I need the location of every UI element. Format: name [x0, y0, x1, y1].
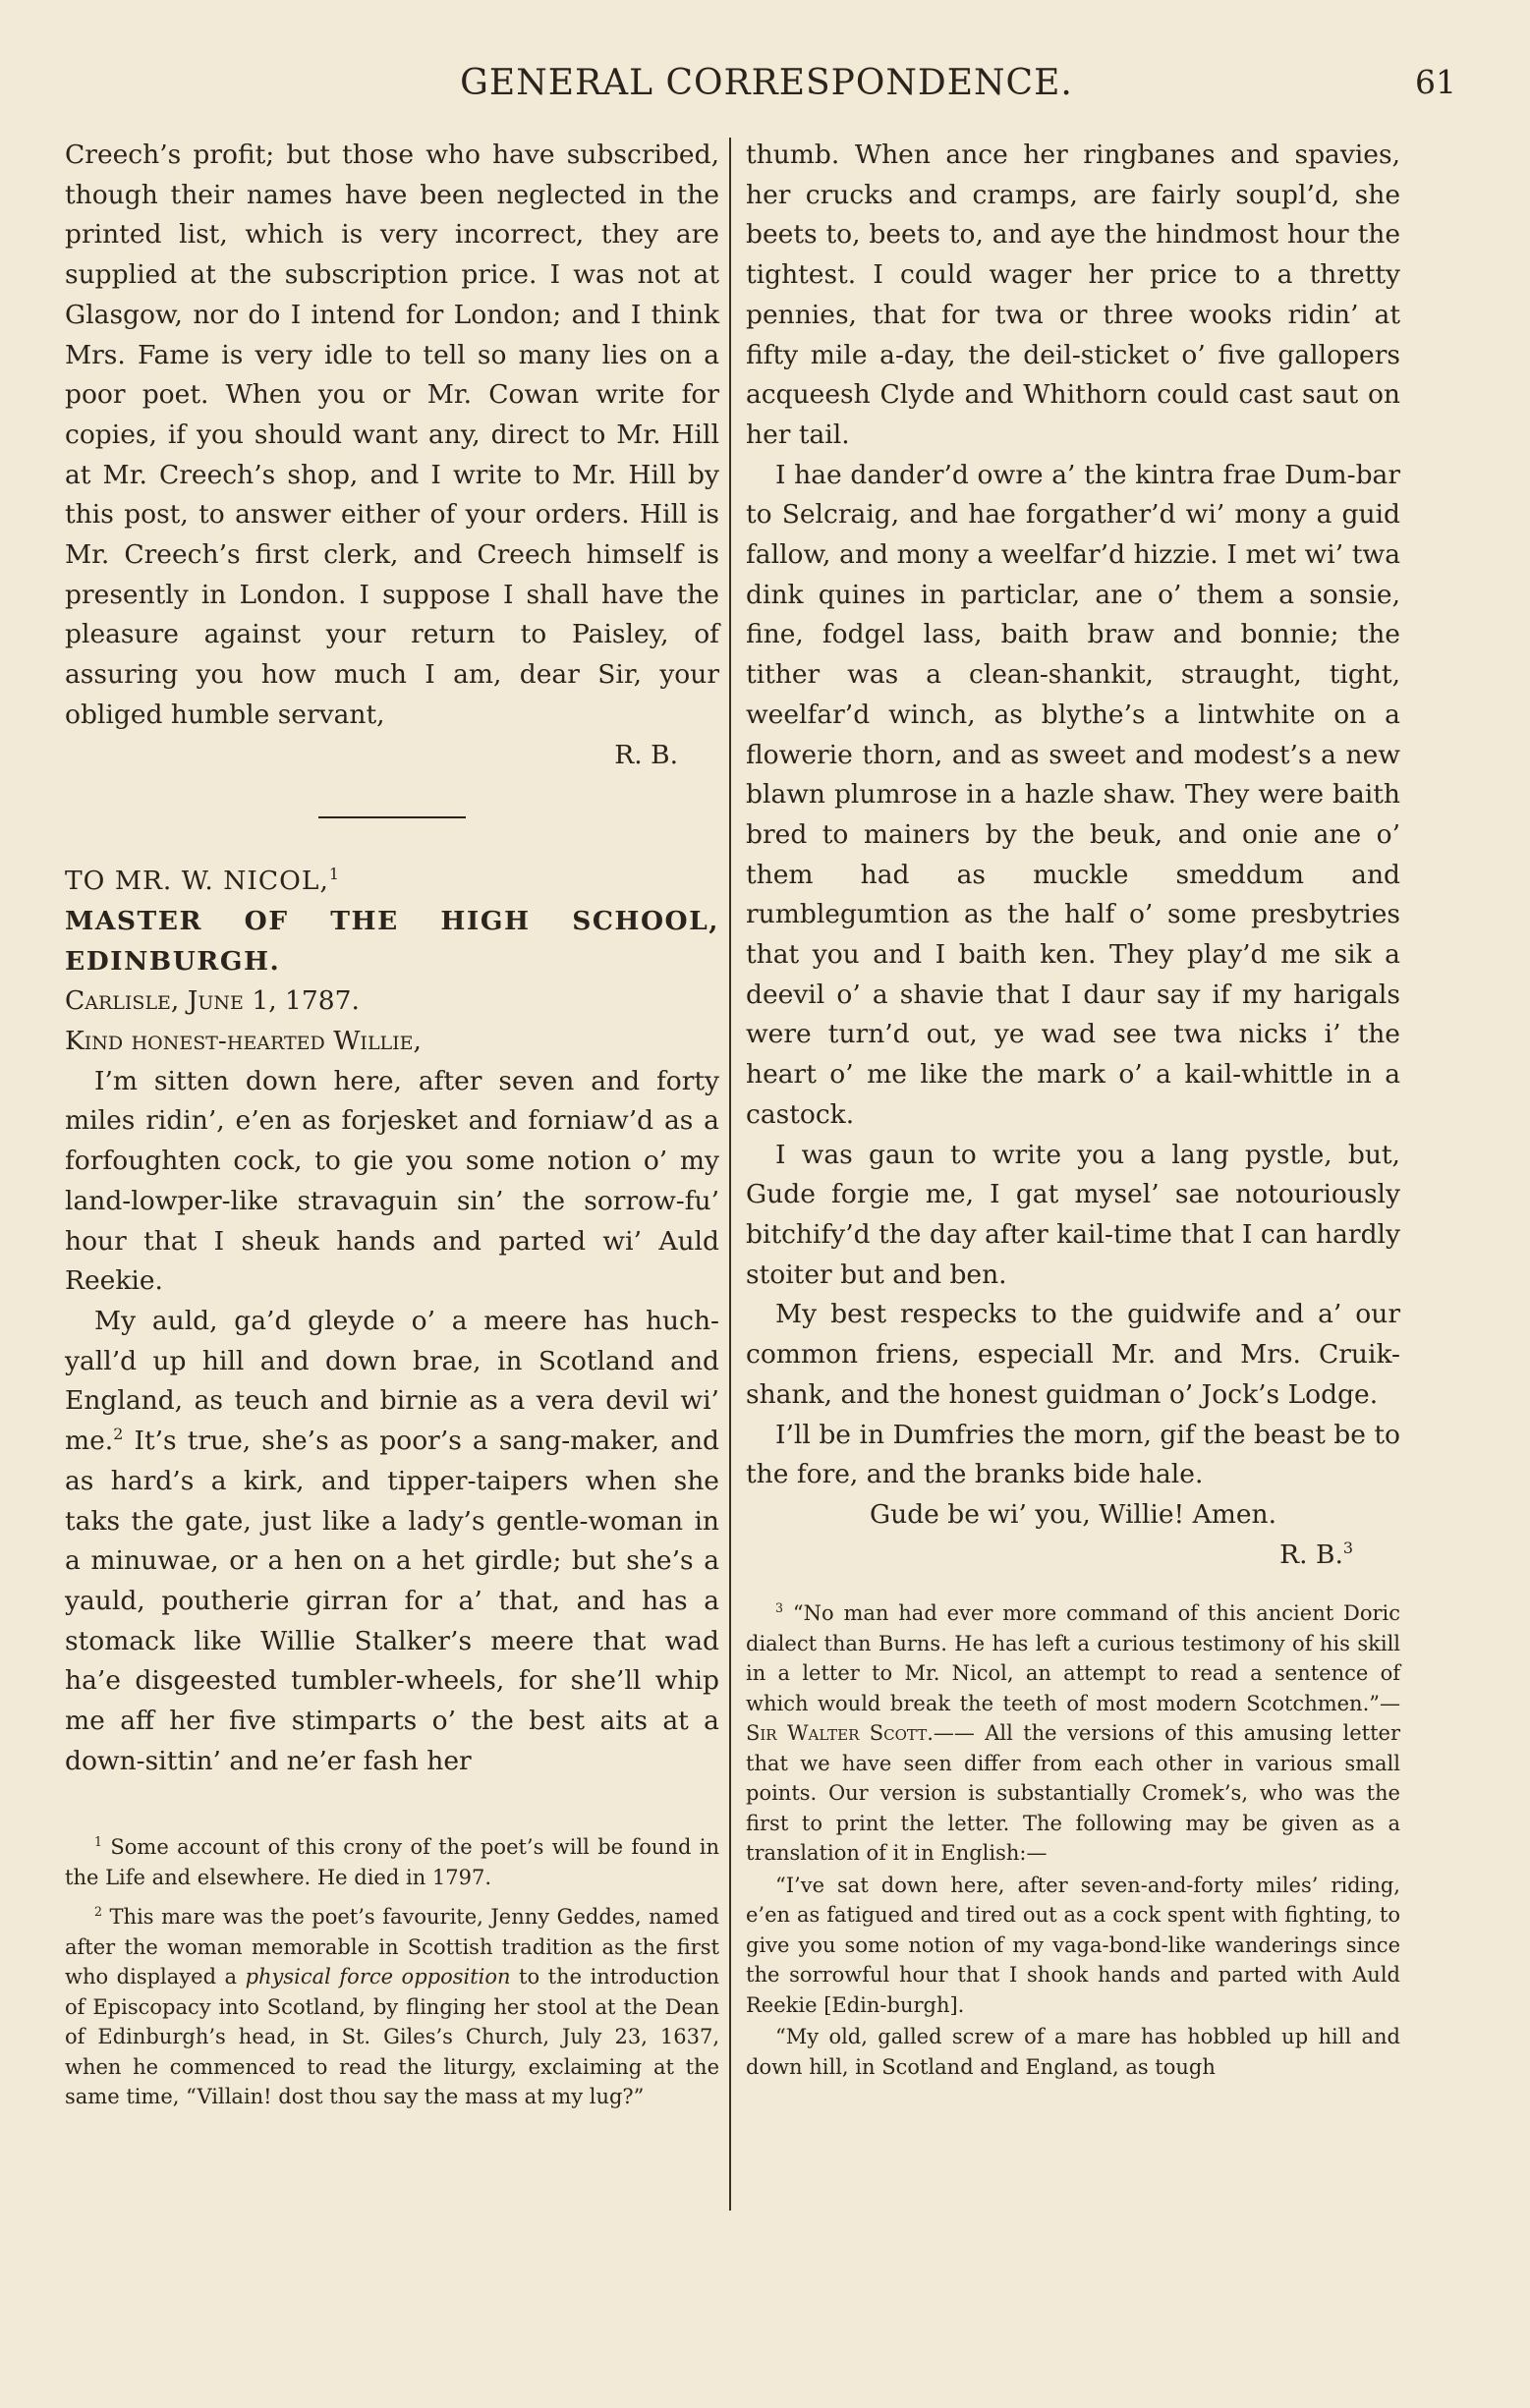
footnote-text: This mare was the poet’s favourite, Jenny Geddes, named after the woman memorable in Scottish tradition as the first who displayed a [65, 1905, 719, 1989]
footnote-italic: physical force opposition [245, 1965, 511, 1989]
letter-paragraph: thumb. When ance her ringbanes and spavies, her crucks and cramps, are fairly soupl’d, she beets to, beets to, and aye the hindmost hour the tightest. I could wager her price to a thretty pennies, that for twa or three wooks ridin’ at fifty mile a-day, the deil-sticket o’ five gallopers acqueesh Clyde and Whithorn could cast saut on her tail. [746, 140, 1400, 450]
page-number: 61 [1415, 63, 1456, 101]
letter-paragraph-text: My auld, ga’d gleyde o’ a meere has huch-yall’d up hill and down brae, in Scotland and England, as teuch and birnie as a vera devil wi’ me. [65, 1305, 719, 1457]
running-title: GENERAL CORRESPONDENCE. [460, 63, 1073, 103]
letter-paragraph: My best respecks to the guidwife and a’ our common friens, especiall Mr. and Mrs. Cruik-shank, and the honest guidman o’ Jock’s Lodge. [746, 1299, 1400, 1410]
letter-paragraph: I was gaun to write you a lang pystle, but, Gude forgie me, I gat mysel’ sae notouriously bitchify’d the day after kail-time that I can hardly stoiter but and ben. [746, 1139, 1400, 1290]
letter-subtitle: MASTER OF THE HIGH SCHOOL, EDINBURGH. [65, 905, 719, 977]
letter-title [65, 862, 719, 902]
footnote-mark: 1 [94, 1834, 103, 1850]
letter-paragraph: I’ll be in Dumfries the morn, gif the beast be to the fore, and the branks bide hale. [746, 1419, 1400, 1490]
column-divider [729, 138, 731, 2211]
letter-signature [746, 1536, 1400, 1576]
letter-paragraph: I’m sitten down here, after seven and forty miles ridin’, e’en as forjesket and forniaw’d as a forfoughten cock, to gie you some notion o’ my land-lowper-like stravaguin sin’ the sorrow-fu’ hour that I sheuk hands and parted wi’ Auld Reekie. [65, 1065, 719, 1297]
footnote-author: Sir Walter Scott. [746, 1721, 934, 1746]
page-header [59, 63, 1474, 116]
letter-closing: Gude be wi’ you, Willie! Amen. [869, 1498, 1277, 1530]
footnote-3 [746, 1598, 1400, 2082]
footnote-text: “No man had ever more command of this ancient Doric dialect than Burns. He has left a curious testimony of his skill in a letter to Mr. Nicol, an attempt to read a sentence of which would break the teeth of most modern Scotchmen.”— [746, 1601, 1400, 1715]
footnote-ref-3: 3 [1342, 1538, 1353, 1557]
footnote-2 [65, 1902, 719, 2112]
letter-dateline: Carlisle, June 1, 1787. [65, 985, 360, 1017]
letter-salutation: Kind honest-hearted Willie, [65, 1026, 422, 1057]
footnote-3-quote [746, 1598, 1400, 1869]
footnote-mark: 3 [775, 1600, 784, 1616]
footnote-text: to the introduction of Episcopacy into Scotland, by flinging her stool at the Dean of Edinburgh’s head, in St. Giles’s Church, July 23, 1637, when he commenced to read the liturgy, exclaiming at the same time, “Villain! dost thou say the mass at my lug?” [65, 1965, 719, 2109]
letter-paragraph: I hae dander’d owre a’ the kintra frae Dum-bar to Selcraig, and hae forgather’d wi’ mony a guid fallow, and mony a weelfar’d hizzie. I met wi’ twa dink quines in particlar, ane o’ them a sonsie, fine, fodgel lass, baith braw and bonnie; the tither was a clean-shankit, straught, tight, weelfar’d winch, as blythe’s a lintwhite on a flowerie thorn, and as sweet and modest’s a new blawn plumrose in a hazle shaw. They were baith bred to mainers by the beuk, and onie ane o’ them had as muckle smeddum and rumblegumtion as the half o’ some presbytries that you and I baith ken. They play’d me sik a deevil o’ a shavie that I daur say if my harigals were turn’d out, ye wad see twa nicks i’ the heart o’ me like the mark o’ a kail-whittle in a castock. [746, 459, 1400, 1130]
footnote-mark: 2 [94, 1904, 103, 1920]
footnote-text: All the versions of this amusing letter that we have seen differ from each other in various small points. Our version is substantially Cromek’s, who was the first to print the letter. The following may be given as a translation of it in English:— [746, 1721, 1400, 1866]
footnote-ref-1: 1 [328, 865, 341, 884]
footnote-3-translation: “I’ve sat down here, after seven-and-forty miles’ riding, e’en as fatigued and tired out as a cock spent with fighting, to give you some notion of my vaga-bond-like wanderings since the sorrowful hour that I shook hands and parted with Auld Reekie [Edin-burgh]. [746, 1873, 1400, 2017]
letter-paragraph-text: It’s true, she’s as poor’s a sang-maker, and as hard’s a kirk, and tipper-taipers when she taks the gate, just like a lady’s gentle-woman in a minuwae, or a hen on a het girdle; but she’s a yauld, poutherie girran for a’ that, and has a stomack like Willie Stalker’s meere that wad ha’e disgeested tumbler-wheels, for she’ll whip me aff her five stimparts o’ the best aits at a down-sittin’ and ne’er fash her [65, 1426, 719, 1776]
footnote-text: Some account of this crony of the poet’s will be found in the Life and elsewhere. He died in 1797. [65, 1835, 719, 1889]
letter-paragraph [65, 1302, 719, 1781]
intro-paragraph: Creech’s profit; but those who have subscribed, though their names have been neglected in the printed list, which is very incorrect, they are supplied at the subscription price. I was not at Glasgow, nor do I intend for London; and I think Mrs. Fame is very idle to tell so many lies on a poor poet. When you or Mr. Cowan write for copies, if you should want any, direct to Mr. Hill at Mr. Creech’s shop, and I write to Mr. Hill by this post, to answer either of your orders. Hill is Mr. Creech’s first clerk, and Creech himself is presently in London. I suppose I shall have the pleasure against your return to Paisley, of assuring you how much I am, dear Sir, your obliged humble servant, [65, 140, 719, 730]
footnote-ref-2: 2 [113, 1425, 124, 1444]
footnote-dash: —— [933, 1721, 975, 1746]
right-column [746, 136, 1400, 2082]
signature-text: R. B. [1279, 1539, 1343, 1570]
intro-signature: R. B. [614, 739, 678, 770]
footnote-3-translation: “My old, galled screw of a mare has hobbled up hill and down hill, in Scotland and England, as tough [746, 2025, 1400, 2079]
left-column [65, 136, 719, 2112]
footnotes [65, 1832, 719, 2112]
section-divider [318, 816, 466, 818]
letter-title-text: TO MR. W. NICOL, [65, 866, 329, 897]
footnote-1 [65, 1832, 719, 1892]
